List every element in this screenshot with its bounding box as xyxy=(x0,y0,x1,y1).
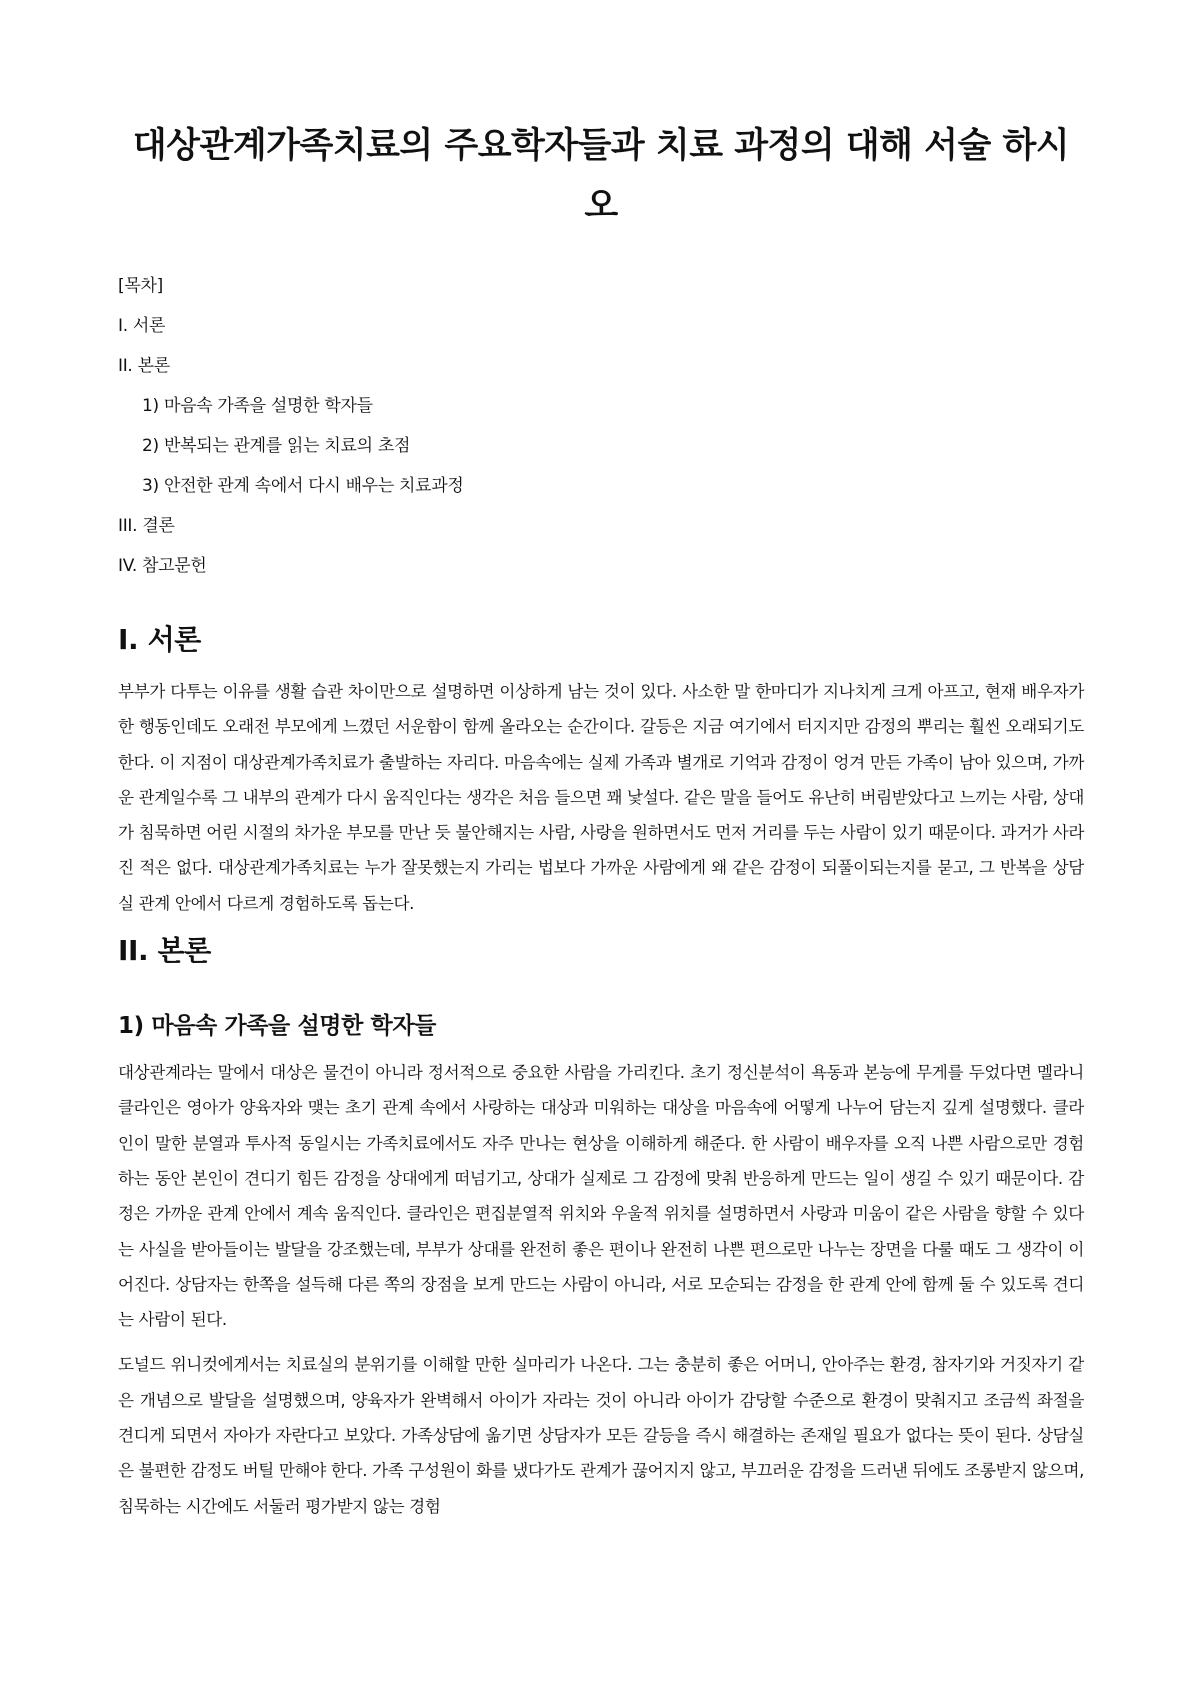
section-heading-introduction: I. 서론 xyxy=(118,623,201,656)
body-paragraph-klein: 대상관계라는 말에서 대상은 물건이 아니라 정서적으로 중요한 사람을 가리킨다. 초기 정신분석이 욕동과 본능에 무게를 두었다면 멜라니 클라인은 영아가 양육자와 맺는 초기 관계 속에서 사랑하는 대상과 미워하는 대상을 마음속에 어떻게 나누어 담는지 깊게 설명했다. 클라인이 말한 분열과 투사적 동일시는 가족치료에서도 자주 만나는 현상을 이해하게 해준다. 한 사람이 배우자를 오직 나쁜 사람으로만 경험하는 동안 본인이 견디기 힘든 감정을 상대에게 떠넘기고, 상대가 실제로 그 감정에 맞춰 반응하게 만드는 일이 생길 수 있기 때문이다. 감정은 가까운 관계 안에서 계속 움직인다. 클라인은 편집분열적 위치와 우울적 위치를 설명하면서 사랑과 미움이 같은 사람을 향할 수 있다는 사실을 받아들이는 발달을 강조했는데, 부부가 상대를 완전히 좋은 편이나 완전히 나쁜 편으로만 나누는 장면을 다룰 때도 그 생각이 이어진다. 상담자는 한쪽을 설득해 다른 쪽의 장점을 보게 만드는 사람이 아니라, 서로 모순되는 감정을 한 관계 안에 함께 둘 수 있도록 견디는 사람이 된다. xyxy=(118,1063,1084,1330)
toc-item-introduction: I. 서론 xyxy=(118,316,166,336)
section-heading-body: II. 본론 xyxy=(118,934,211,968)
introduction-paragraph: 부부가 다투는 이유를 생활 습관 차이만으로 설명하면 이상하게 남는 것이 있다. 사소한 말 한마디가 지나치게 크게 아프고, 현재 배우자가 한 행동인데도 오래전 부모에게 느꼈던 서운함이 함께 올라오는 순간이다. 갈등은 지금 여기에서 터지지만 감정의 뿌리는 훨씬 오래되기도 한다. 이 지점이 대상관계가족치료가 출발하는 자리다. 마음속에는 실제 가족과 별개로 기억과 감정이 엉겨 만든 가족이 남아 있으며, 가까운 관계일수록 그 내부의 관계가 다시 움직인다는 생각은 처음 들으면 꽤 낯설다. 같은 말을 들어도 유난히 버림받았다고 느끼는 사람, 상대가 침묵하면 어린 시절의 차가운 부모를 만난 듯 불안해지는 사람, 사랑을 원하면서도 먼저 거리를 두는 사람이 있기 때문이다. 과거가 사라진 적은 없다. 대상관계가족치료는 누가 잘못했는지 가리는 법보다 가까운 사람에게 왜 같은 감정이 되풀이되는지를 묻고, 그 반복을 상담실 관계 안에서 다르게 경험하도록 돕는다. xyxy=(118,682,1084,913)
toc-item-body-2: 2) 반복되는 관계를 읽는 치료의 초점 xyxy=(142,436,411,456)
toc-item-body: II. 본론 xyxy=(118,356,170,376)
toc-heading: [목차] xyxy=(118,276,163,296)
subsection-heading-scholars: 1) 마음속 가족을 설명한 학자들 xyxy=(118,1013,436,1040)
table-of-contents xyxy=(118,266,1084,586)
toc-item-body-3: 3) 안전한 관계 속에서 다시 배우는 치료과정 xyxy=(142,476,464,496)
toc-item-body-1: 1) 마음속 가족을 설명한 학자들 xyxy=(142,396,373,416)
toc-item-references: IV. 참고문헌 xyxy=(118,556,207,576)
body-paragraph-winnicott: 도널드 위니컷에게서는 치료실의 분위기를 이해할 만한 실마리가 나온다. 그는 충분히 좋은 어머니, 안아주는 환경, 참자기와 거짓자기 같은 개념으로 발달을 설명했으며, 양육자가 완벽해서 아이가 자라는 것이 아니라 아이가 감당할 수준으로 환경이 맞춰지고 조금씩 좌절을 견디게 되면서 자아가 자란다고 보았다. 가족상담에 옮기면 상담자가 모든 갈등을 즉시 해결하는 존재일 필요가 없다는 뜻이 된다. 상담실은 불편한 감정도 버틸 만해야 한다. 가족 구성원이 화를 냈다가도 관계가 끊어지지 않고, 부끄러운 감정을 드러낸 뒤에도 조롱받지 않으며, 침묵하는 시간에도 서둘러 평가받지 않는 경험 xyxy=(118,1355,1084,1516)
toc-item-conclusion: III. 결론 xyxy=(118,516,175,536)
document-title: 대상관계가족치료의 주요학자들과 치료 과정의 대해 서술 하시오 xyxy=(132,126,1070,226)
